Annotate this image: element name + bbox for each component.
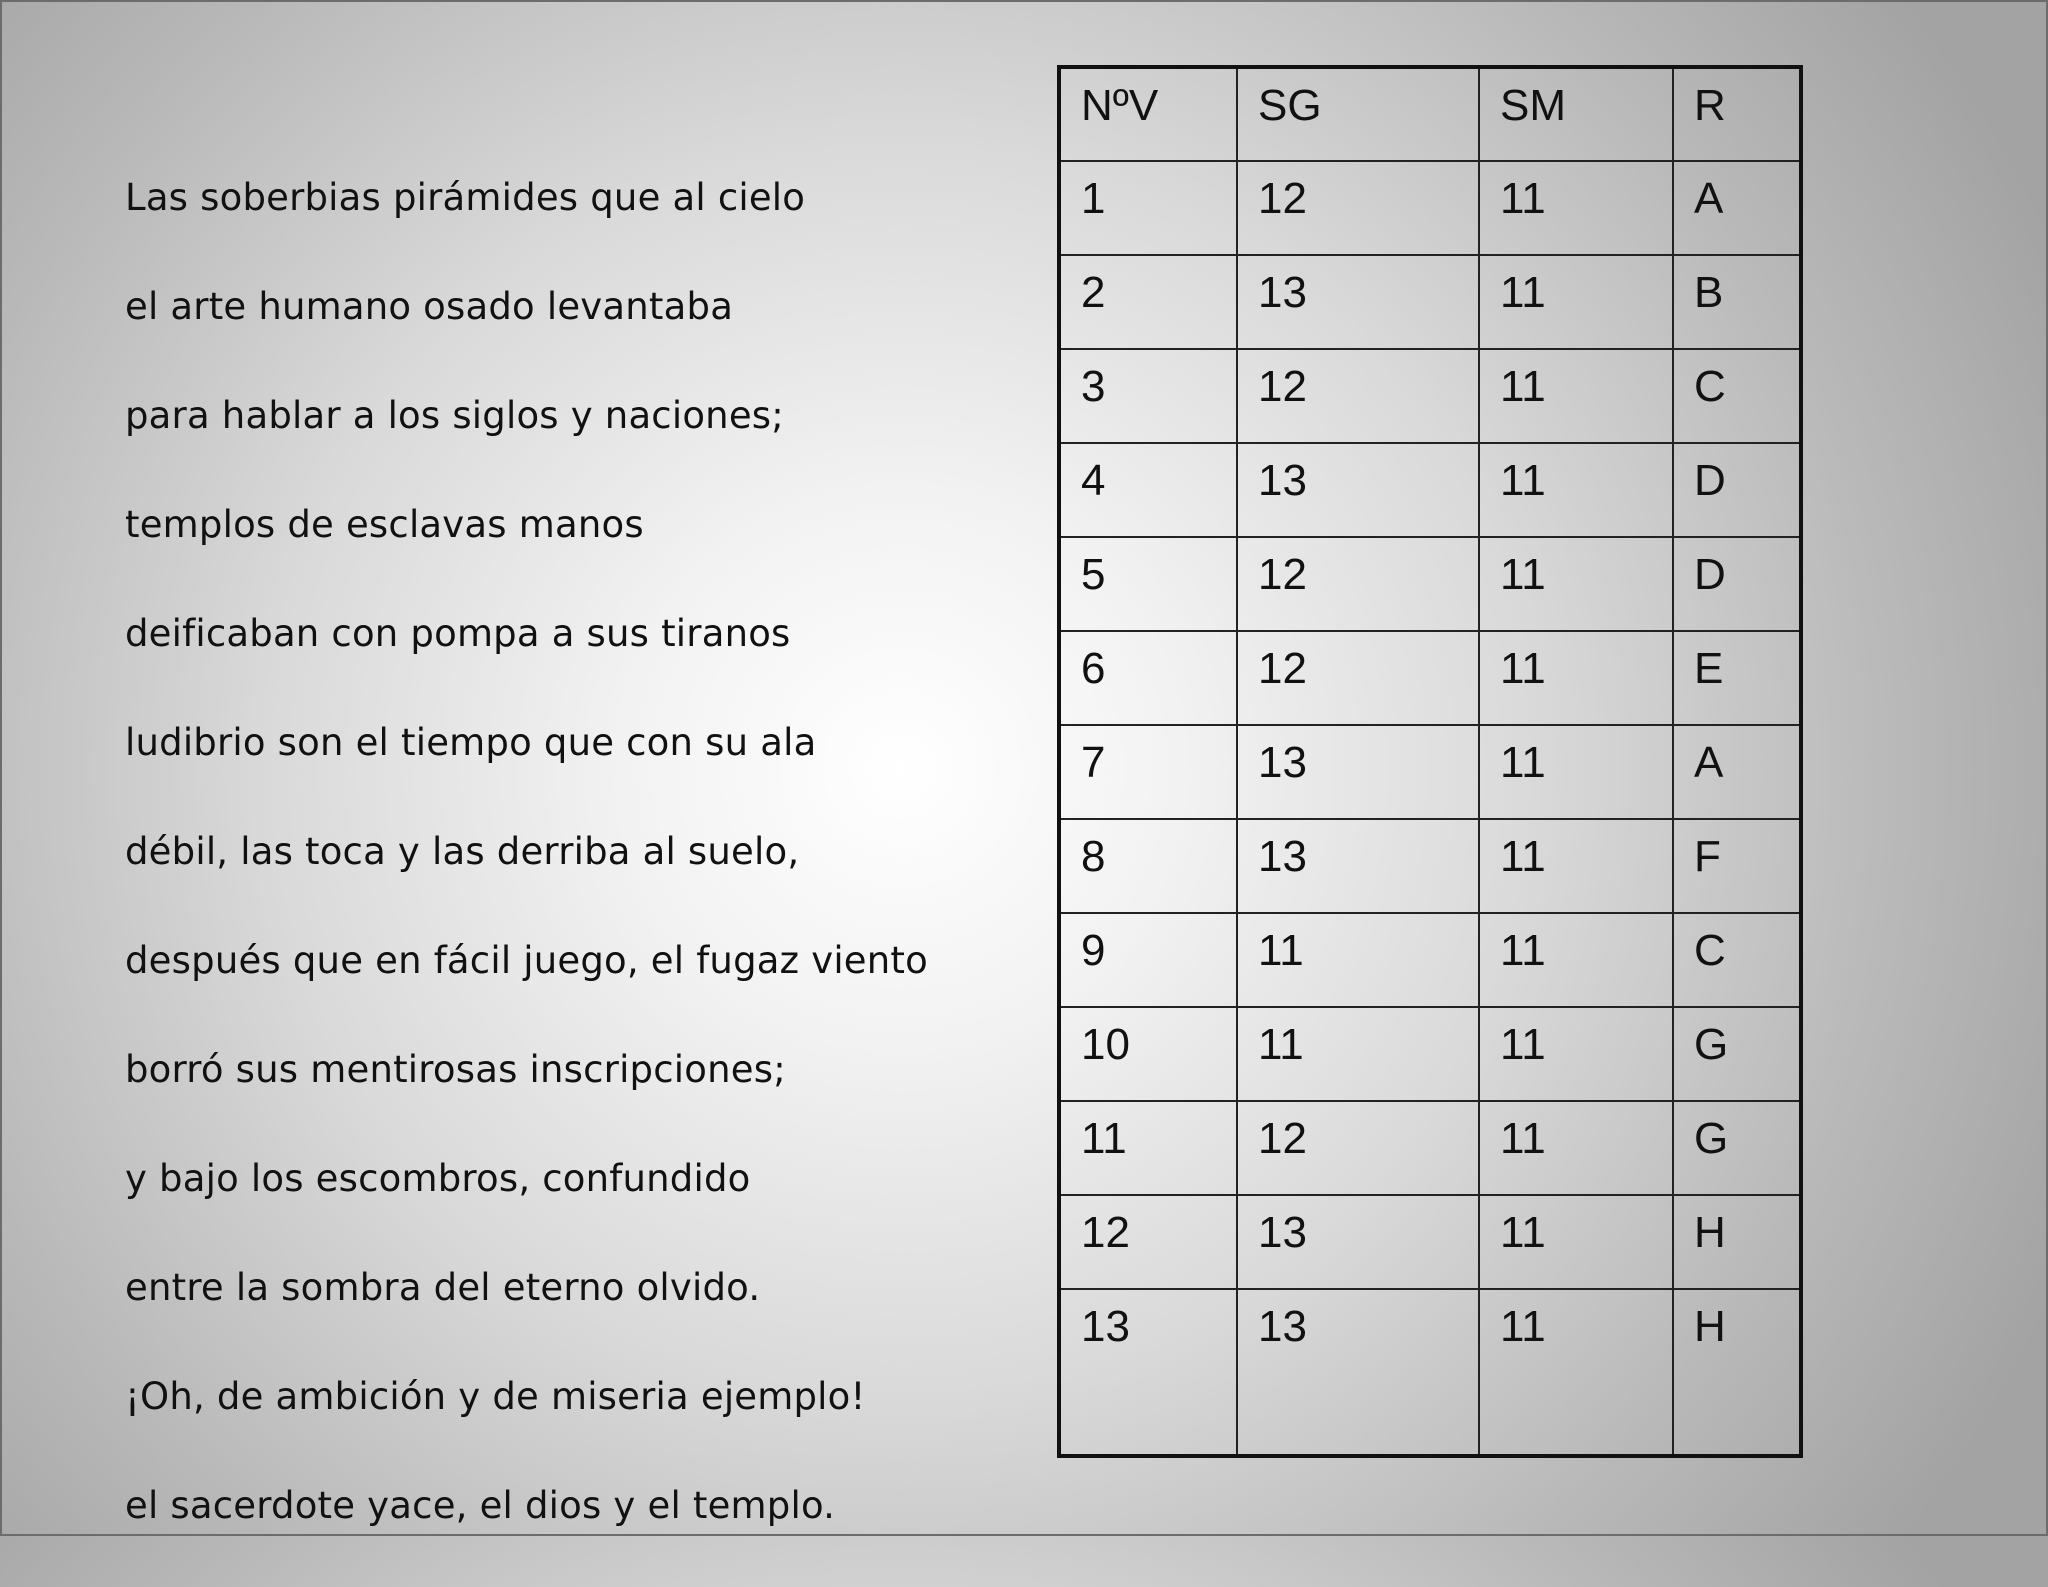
cell-sg: 13: [1237, 725, 1479, 819]
cell-sm: 11: [1479, 819, 1673, 913]
cell-sm: 11: [1479, 725, 1673, 819]
cell-r: G: [1673, 1007, 1801, 1101]
cell-sg: 13: [1237, 255, 1479, 349]
cell-sm: 11: [1479, 631, 1673, 725]
cell-sg: 12: [1237, 1101, 1479, 1195]
poem-line: débil, las toca y las derriba al suelo,: [125, 830, 800, 873]
table-row: [1059, 1007, 1801, 1101]
cell-r: D: [1673, 443, 1801, 537]
cell-r: B: [1673, 255, 1801, 349]
table-row: [1059, 255, 1801, 349]
cell-r: H: [1673, 1195, 1801, 1289]
cell-verse-number: 9: [1059, 913, 1237, 1007]
header-sm: SM: [1479, 67, 1673, 161]
table-row: [1059, 631, 1801, 725]
table-row: [1059, 443, 1801, 537]
cell-verse-number: 12: [1059, 1195, 1237, 1289]
cell-r: E: [1673, 631, 1801, 725]
cell-sg: 13: [1237, 819, 1479, 913]
cell-verse-number: 5: [1059, 537, 1237, 631]
cell-sg: 11: [1237, 913, 1479, 1007]
cell-sm: 11: [1479, 1289, 1673, 1456]
cell-sm: 11: [1479, 255, 1673, 349]
poem-line: para hablar a los siglos y naciones;: [125, 394, 784, 437]
cell-verse-number: 7: [1059, 725, 1237, 819]
header-verse-number: NºV: [1059, 67, 1237, 161]
cell-verse-number: 4: [1059, 443, 1237, 537]
cell-verse-number: 3: [1059, 349, 1237, 443]
table-row: [1059, 1101, 1801, 1195]
cell-sg: 12: [1237, 631, 1479, 725]
table-header-row: [1059, 67, 1801, 161]
table-row: [1059, 725, 1801, 819]
poem-line: el arte humano osado levantaba: [125, 285, 734, 328]
poem-line: borró sus mentirosas inscripciones;: [125, 1048, 786, 1091]
table-row: [1059, 1195, 1801, 1289]
cell-r: C: [1673, 349, 1801, 443]
cell-sg: 11: [1237, 1007, 1479, 1101]
cell-sm: 11: [1479, 537, 1673, 631]
cell-verse-number: 8: [1059, 819, 1237, 913]
cell-verse-number: 13: [1059, 1289, 1237, 1456]
cell-verse-number: 1: [1059, 161, 1237, 255]
cell-verse-number: 10: [1059, 1007, 1237, 1101]
cell-sm: 11: [1479, 1101, 1673, 1195]
cell-verse-number: 11: [1059, 1101, 1237, 1195]
table-row: [1059, 349, 1801, 443]
cell-sm: 11: [1479, 1195, 1673, 1289]
header-r: R: [1673, 67, 1801, 161]
cell-sg: 12: [1237, 161, 1479, 255]
poem-text: [125, 170, 1025, 1587]
metric-analysis-table: [1057, 65, 1803, 1458]
table-row: [1059, 1289, 1801, 1456]
poem-line: templos de esclavas manos: [125, 503, 644, 546]
poem-line: el sacerdote yace, el dios y el templo.: [125, 1484, 836, 1527]
cell-sg: 13: [1237, 1289, 1479, 1456]
cell-verse-number: 6: [1059, 631, 1237, 725]
cell-sg: 13: [1237, 1195, 1479, 1289]
table-row: [1059, 913, 1801, 1007]
table-row: [1059, 537, 1801, 631]
header-sg: SG: [1237, 67, 1479, 161]
cell-sm: 11: [1479, 1007, 1673, 1101]
poem-line: ¡Oh, de ambición y de miseria ejemplo!: [125, 1375, 866, 1418]
poem-line: y bajo los escombros, confundido: [125, 1157, 751, 1200]
cell-r: A: [1673, 725, 1801, 819]
cell-r: G: [1673, 1101, 1801, 1195]
poem-line: Las soberbias pirámides que al cielo: [125, 176, 806, 219]
cell-verse-number: 2: [1059, 255, 1237, 349]
table-row: [1059, 161, 1801, 255]
poem-line: deificaban con pompa a sus tiranos: [125, 612, 791, 655]
cell-sm: 11: [1479, 349, 1673, 443]
cell-sg: 13: [1237, 443, 1479, 537]
cell-r: H: [1673, 1289, 1801, 1456]
poem-line: ludibrio son el tiempo que con su ala: [125, 721, 817, 764]
poem-line: entre la sombra del eterno olvido.: [125, 1266, 761, 1309]
table-row: [1059, 819, 1801, 913]
cell-sm: 11: [1479, 443, 1673, 537]
cell-sg: 12: [1237, 537, 1479, 631]
cell-sm: 11: [1479, 161, 1673, 255]
poem-line: después que en fácil juego, el fugaz viento: [125, 939, 928, 982]
cell-sm: 11: [1479, 913, 1673, 1007]
cell-sg: 12: [1237, 349, 1479, 443]
cell-r: F: [1673, 819, 1801, 913]
cell-r: A: [1673, 161, 1801, 255]
cell-r: D: [1673, 537, 1801, 631]
cell-r: C: [1673, 913, 1801, 1007]
